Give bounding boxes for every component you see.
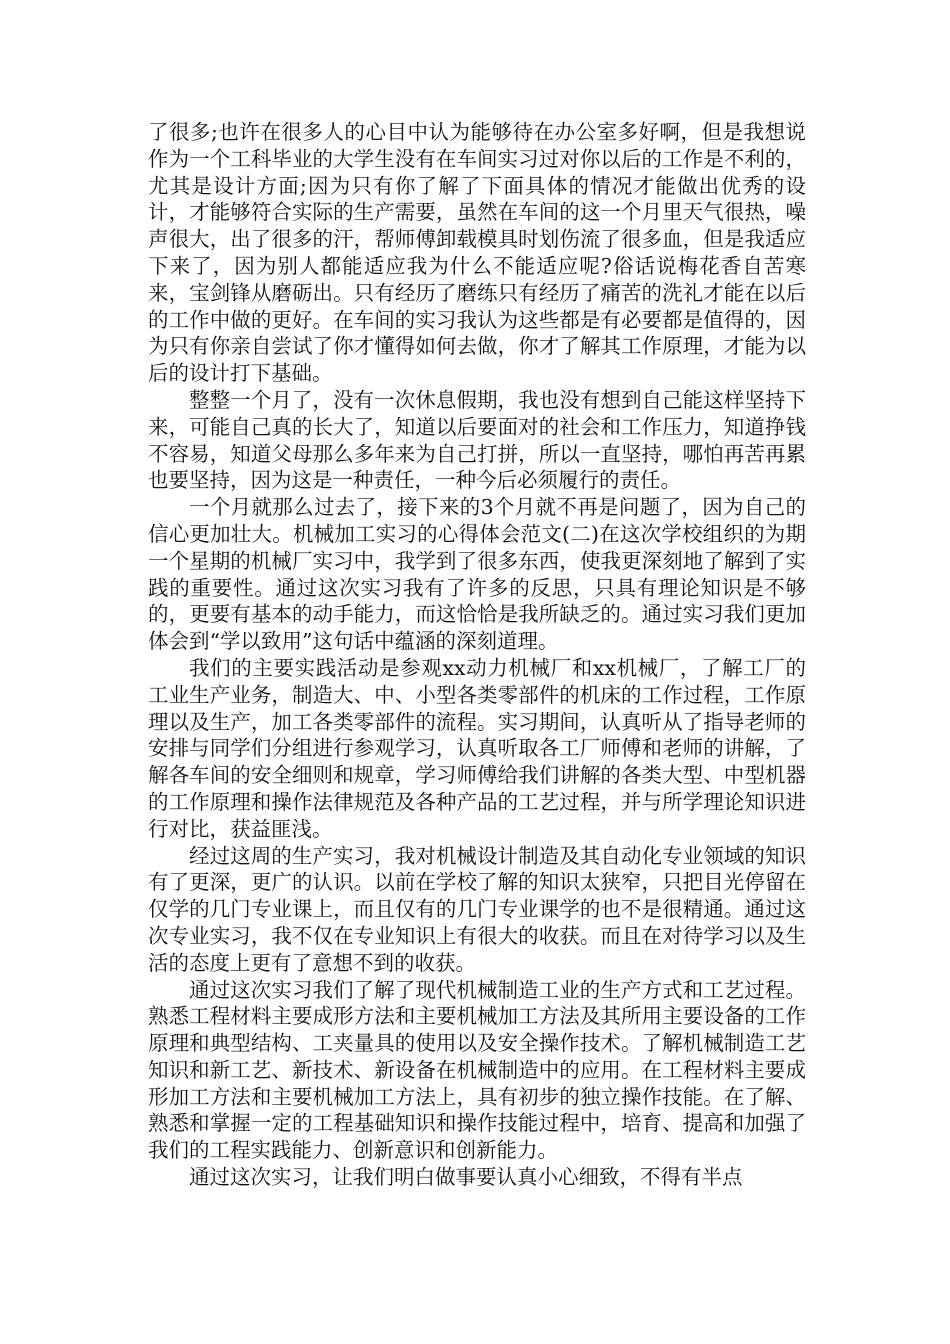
document-body [148, 119, 806, 1191]
paragraph-2: 整整一个月了，没有一次休息假期，我也没有想到自己能这样坚持下来，可能自己真的长大了，知道以后要面对的社会和工作压力，知道挣钱不容易，知道父母那么多年来为自己打拼，所以一直坚持，哪怕再苦再累也要坚持，因为这是一种责任，一种今后必须履行的责任。 [148, 387, 806, 493]
paragraph-7: 通过这次实习，让我们明白做事要认真小心细致，不得有半点 [189, 1165, 743, 1190]
paragraph-3: 一个月就那么过去了，接下来的3个月就不再是问题了，因为自己的信心更加壮大。机械加工实习的心得体会范文(二)在这次学校组织的为期一个星期的机械厂实习中，我学到了很多东西，使我更深刻地了解到了实践的重要性。通过这次实习我有了许多的反思，只具有理论知识是不够的，更要有基本的动手能力，而这恰恰是我所缺乏的。通过实习我们更加体会到“学以致用”这句话中蕴涵的深刻道理。 [148, 495, 806, 654]
paragraph-1: 了很多;也许在很多人的心目中认为能够待在办公室多好啊，但是我想说作为一个工科毕业的大学生没有在车间实习过对你以后的工作是不利的，尤其是设计方面;因为只有你了解了下面具体的情况才能做出优秀的设计，才能够符合实际的生产需要，虽然在车间的这一个月里天气很热，噪声很大，出了很多的汗，帮师傅卸载模具时划伤流了很多血，但是我适应下来了，因为别人都能适应我为什么不能适应呢?俗话说梅花香自苦寒来，宝剑锋从磨砺出。只有经历了磨练只有经历了痛苦的洗礼才能在以后的工作中做的更好。在车间的实习我认为这些都是有必要都是值得的，因为只有你亲自尝试了你才懂得如何去做，你才了解其工作原理，才能为以后的设计打下基础。 [148, 120, 806, 386]
paragraph-4: 我们的主要实践活动是参观xx动力机械厂和xx机械厂，了解工厂的工业生产业务，制造大、中、小型各类零部件的机床的工作过程，工作原理以及生产，加工各类零部件的流程。实习期间，认真听从了指导老师的安排与同学们分组进行参观学习，认真听取各工厂师傅和老师的讲解，了解各车间的安全细则和规章，学习师傅给我们讲解的各类大型、中型机器的工作原理和操作法律规范及各种产品的工艺过程，并与所学理论知识进行对比，获益匪浅。 [148, 655, 806, 841]
paragraph-5: 经过这周的生产实习，我对机械设计制造及其自动化专业领域的知识有了更深，更广的认识。以前在学校了解的知识太狭窄，只把目光停留在仅学的几门专业课上，而且仅有的几门专业课学的也不是很精通。通过这次专业实习，我不仅在专业知识上有很大的收获。而且在对待学习以及生活的态度上更有了意想不到的收获。 [148, 843, 806, 975]
paragraph-6: 通过这次实习我们了解了现代机械制造工业的生产方式和工艺过程。熟悉工程材料主要成形方法和主要机械加工方法及其所用主要设备的工作原理和典型结构、工夹量具的使用以及安全操作技术。了解机械制造工艺知识和新工艺、新技术、新设备在机械制造中的应用。在工程材料主要成形加工方法和主要机械加工方法上，具有初步的独立操作技能。在了解、熟悉和掌握一定的工程基础知识和操作技能过程中，培育、提高和加强了我们的工程实践能力、创新意识和创新能力。 [148, 977, 806, 1163]
